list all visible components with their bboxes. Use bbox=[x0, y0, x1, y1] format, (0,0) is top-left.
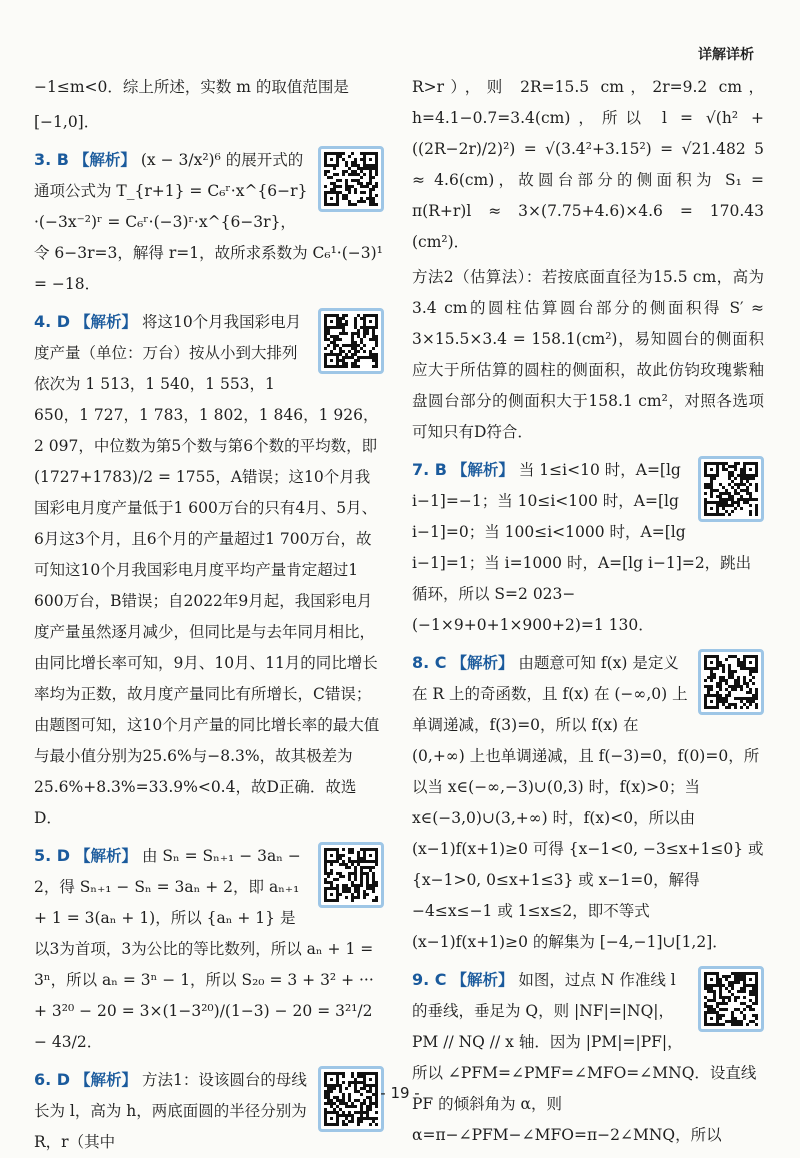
answer-text: 由 Sₙ = Sₙ₊₁ − 3aₙ − 2，得 Sₙ₊₁ − Sₙ = 3aₙ + 2，即 aₙ₊₁ + 1 = 3(aₙ + 1)，所以 {aₙ + 1} 是以3为首项，3为公比的等比数列，所以 aₙ + 1 = 3ⁿ，所以 aₙ = 3ⁿ − 1，所以 S₂₀ = 3 + 3² + ··· + 3²⁰ − 20 = 3×(1−3²⁰)/(1−3) − 20 = 3²¹/2 − 43/2． bbox=[34, 847, 374, 1051]
analysis-tag: 【解析】 bbox=[451, 653, 514, 672]
intro-line: −1≤m<0．综上所述，实数 m 的取值范围是 bbox=[34, 78, 349, 96]
answer-number: 8. C bbox=[412, 653, 447, 672]
answer-number: 6. D bbox=[34, 1070, 71, 1089]
right-column bbox=[412, 72, 764, 1151]
analysis-tag: 【解析】 bbox=[73, 150, 136, 169]
answer-item-9 bbox=[412, 964, 764, 1151]
qr-code-icon bbox=[318, 308, 384, 374]
answer-item-6 bbox=[34, 1064, 384, 1158]
section-title: 详解详析 bbox=[698, 47, 754, 63]
answer-item-8 bbox=[412, 647, 764, 958]
intro-line: [−1,0]． bbox=[34, 113, 100, 131]
analysis-tag: 【解析】 bbox=[451, 460, 514, 479]
answer-item-5 bbox=[34, 840, 384, 1058]
answer-text: 如图，过点 N 作准线 l 的垂线，垂足为 Q，则 |NF|=|NQ|，PM // NQ // x 轴．因为 |PM|=|PF|，所以 ∠PFM=∠PMF=∠MFO=∠MNQ．设直线 PF 的倾斜角为 α，则 α=π−∠PFM−∠MFO=π−2∠MNQ，所以 bbox=[412, 971, 757, 1144]
page-number: - 19 - bbox=[380, 1084, 420, 1102]
answer-text: 将这10个月我国彩电月度产量（单位：万台）按从小到大排列依次为 1 513，1 540，1 553，1 650，1 727，1 783，1 802，1 846，1 926，2 097，中位数为第5个数与第6个数的平均数，即 (1727+1783)/2 = 1755，A错误；这10个月我国彩电月度产量低于1 600万台的只有4月、5月、6月这3个月，且6个月的产量超过1 700万台，故可知这10个月我国彩电月度平均产量肯定超过1 600万台，B错误；自2022年9月起，我国彩电月度产量虽然逐月减少，但同比是与去年同月相比，由同比增长率可知，9月、10月、11月的同比增长率均为正数，故月度产量同比有所增长，C错误；由题图可知，这10个月产量的同比增长率的最大值与最小值分别为25.6%与−8.3%，故其极差为25.6%+8.3%=33.9%<0.4，故D正确．故选D． bbox=[34, 313, 380, 827]
qr-code-icon bbox=[698, 649, 764, 715]
qr-code-icon bbox=[698, 966, 764, 1032]
analysis-tag: 【解析】 bbox=[451, 970, 514, 989]
answer-number: 4. D bbox=[34, 312, 71, 331]
answer-number: 3. B bbox=[34, 150, 69, 169]
answer-number: 5. D bbox=[34, 846, 71, 865]
answer-text: 当 1≤i<10 时，A=[lg i−1]=−1；当 10≤i<100 时，A=[lg i−1]=0；当 100≤i<1000 时，A=[lg i−1]=1；当 i=1000 时，A=[lg i−1]=2，跳出循环，所以 S=2 023−(−1×9+0+1×900+2)=1 130． bbox=[412, 461, 752, 634]
answer-number: 7. B bbox=[412, 460, 447, 479]
answer-item-7 bbox=[412, 454, 764, 641]
answer-number: 9. C bbox=[412, 970, 447, 989]
answer-text: 由题意可知 f(x) 是定义在 R 上的奇函数，且 f(x) 在 (−∞,0) 上单调递减，f(3)=0，所以 f(x) 在 (0,+∞) 上也单调递减，且 f(−3)=0，f(0)=0，所以当 x∈(−∞,−3)∪(0,3) 时，f(x)>0；当 x∈(−3,0)∪(3,+∞) 时，f(x)<0，所以由 (x−1)f(x+1)≥0 可得 {x−1<0, −3≤x+1≤0} 或 {x−1>0, 0≤x+1≤3} 或 x−1=0，解得 −4≤x≤−1 或 1≤x≤2，即不等式 (x−1)f(x+1)≥0 的解集为 [−4,−1]∪[1,2]． bbox=[412, 654, 764, 951]
analysis-tag: 【解析】 bbox=[75, 846, 138, 865]
analysis-tag: 【解析】 bbox=[75, 312, 138, 331]
answer-item-3 bbox=[34, 144, 384, 300]
qr-code-icon bbox=[698, 456, 764, 522]
left-column bbox=[34, 72, 384, 1158]
analysis-tag: 【解析】 bbox=[75, 1070, 138, 1089]
qr-code-icon bbox=[318, 842, 384, 908]
answer-text: (x − 3/x²)⁶ 的展开式的通项公式为 T_{r+1} = C₆ʳ·x^{6−r}·(−3x⁻²)ʳ = C₆ʳ·(−3)ʳ·x^{6−3r}，令 6−3r=3，解得 r=1，故所求系数为 C₆¹·(−3)¹ = −18． bbox=[34, 151, 383, 293]
answer-text: 方法1：设该圆台的母线长为 l，高为 h，两底面圆的半径分别为 R，r（其中 bbox=[34, 1071, 307, 1151]
method-2-text: 方法2（估算法）：若按底面直径为15.5 cm，高为3.4 cm的圆柱估算圆台部分的侧面积得 S′ ≈ 3×15.5×3.4 = 158.1(cm²)，易知圆台的侧面积应大于所估算的圆柱的侧面积，故此仿钧玫瑰紫釉盘圆台部分的侧面积大于158.1 cm²，对照各选项可知只有D符合． bbox=[412, 268, 764, 441]
answer-item-4 bbox=[34, 306, 384, 834]
qr-code-icon bbox=[318, 146, 384, 212]
continued-text: R>r），则 2R=15.5 cm，2r=9.2 cm，h=4.1−0.7=3.4(cm)，所以 l = √(h² + ((2R−2r)/2)²) = √(3.4²+3.15²) = √21.482 5 ≈ 4.6(cm)，故圆台部分的侧面积为 S₁ = π(R+r)l ≈ 3×(7.75+4.6)×4.6 = 170.43 (cm²)． bbox=[412, 78, 764, 251]
